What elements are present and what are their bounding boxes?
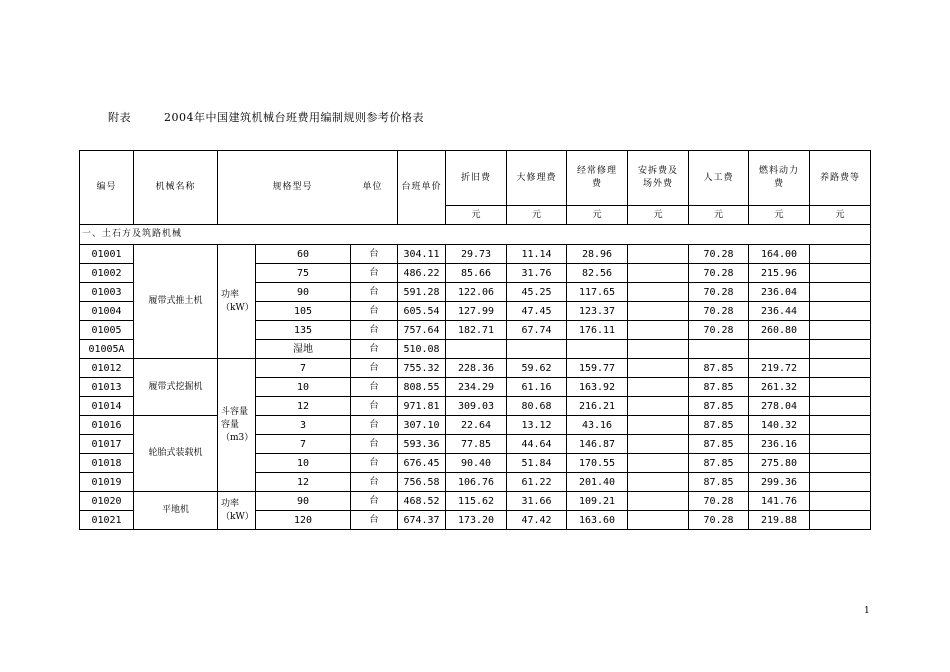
cell-install [628, 321, 689, 340]
cell-overhaul: 47.45 [507, 302, 567, 321]
cell-maintenance: 176.11 [567, 321, 628, 340]
cell-spec: 12 [256, 397, 351, 416]
cell-spec: 90 [256, 492, 351, 511]
cell-install [628, 435, 689, 454]
cell-overhaul: 61.22 [507, 473, 567, 492]
cell-labor: 70.28 [689, 245, 749, 264]
col-header-depreciation: 折旧费 [446, 151, 507, 206]
col-header-labor: 人工费 [689, 151, 749, 206]
cell-fuel: 275.80 [749, 454, 810, 473]
cell-fuel [749, 340, 810, 359]
cell-depreciation: 115.62 [446, 492, 507, 511]
col-header-fuel: 燃料动力 费 [749, 151, 810, 206]
cell-spec: 湿地 [256, 340, 351, 359]
cell-tax [810, 245, 871, 264]
cell-code: 01021 [80, 511, 134, 530]
cell-unit: 台 [351, 435, 398, 454]
cell-depreciation: 122.06 [446, 283, 507, 302]
col-header-tax: 养路费等 [810, 151, 871, 206]
cell-overhaul: 11.14 [507, 245, 567, 264]
cell-labor [689, 340, 749, 359]
cell-depreciation: 106.76 [446, 473, 507, 492]
cell-install [628, 359, 689, 378]
cell-unit: 台 [351, 454, 398, 473]
cell-tax [810, 454, 871, 473]
cell-install [628, 416, 689, 435]
cell-fuel: 215.96 [749, 264, 810, 283]
cell-price: 757.64 [398, 321, 446, 340]
cell-tax [810, 378, 871, 397]
table-row [80, 416, 871, 435]
cell-machine-name: 平地机 [134, 492, 218, 530]
cell-fuel: 141.76 [749, 492, 810, 511]
unit-cell: 元 [628, 206, 689, 225]
cell-fuel: 260.80 [749, 321, 810, 340]
cell-overhaul: 45.25 [507, 283, 567, 302]
cell-depreciation: 309.03 [446, 397, 507, 416]
cell-code: 01002 [80, 264, 134, 283]
cell-price: 591.28 [398, 283, 446, 302]
col-header-install: 安拆费及 场外费 [628, 151, 689, 206]
cell-unit: 台 [351, 321, 398, 340]
cell-machine-name: 轮胎式装载机 [134, 416, 218, 492]
cell-labor: 70.28 [689, 283, 749, 302]
cell-tax [810, 283, 871, 302]
cell-price: 971.81 [398, 397, 446, 416]
cell-code: 01018 [80, 454, 134, 473]
cell-maintenance: 28.96 [567, 245, 628, 264]
cell-install [628, 492, 689, 511]
table-row [80, 359, 871, 378]
cell-price: 304.11 [398, 245, 446, 264]
cell-labor: 87.85 [689, 378, 749, 397]
unit-cell: 元 [567, 206, 628, 225]
cell-maintenance: 216.21 [567, 397, 628, 416]
cell-labor: 87.85 [689, 359, 749, 378]
cell-maintenance: 170.55 [567, 454, 628, 473]
cell-labor: 87.85 [689, 435, 749, 454]
cell-maintenance: 201.40 [567, 473, 628, 492]
cell-code: 01019 [80, 473, 134, 492]
cell-overhaul: 59.62 [507, 359, 567, 378]
cell-machine-name: 履带式挖掘机 [134, 359, 218, 416]
cell-code: 01001 [80, 245, 134, 264]
table-row [80, 245, 871, 264]
page-number: 1 [864, 606, 870, 616]
cell-unit: 台 [351, 359, 398, 378]
unit-cell: 元 [749, 206, 810, 225]
cell-unit: 台 [351, 416, 398, 435]
cell-code: 01003 [80, 283, 134, 302]
col-header-price: 台班单价 [398, 151, 446, 225]
cell-price: 605.54 [398, 302, 446, 321]
cell-install [628, 511, 689, 530]
cell-spec: 120 [256, 511, 351, 530]
cell-depreciation: 234.29 [446, 378, 507, 397]
col-header-name: 机械名称 [134, 151, 218, 225]
cell-maintenance: 159.77 [567, 359, 628, 378]
cell-code: 01017 [80, 435, 134, 454]
cell-code: 01005 [80, 321, 134, 340]
cell-spec: 10 [256, 378, 351, 397]
table-row [80, 492, 871, 511]
cell-price: 756.58 [398, 473, 446, 492]
cell-spec-label: 斗容量 容量 （m3） [218, 359, 256, 492]
cell-unit: 台 [351, 473, 398, 492]
header-row [80, 151, 871, 206]
cell-price: 307.10 [398, 416, 446, 435]
cell-maintenance [567, 340, 628, 359]
cell-unit: 台 [351, 245, 398, 264]
cell-price: 593.36 [398, 435, 446, 454]
cell-spec: 75 [256, 264, 351, 283]
cell-maintenance: 82.56 [567, 264, 628, 283]
cell-tax [810, 435, 871, 454]
title-prefix: 附表 [108, 111, 131, 124]
cell-labor: 70.28 [689, 511, 749, 530]
unit-cell: 元 [446, 206, 507, 225]
cell-overhaul: 31.76 [507, 264, 567, 283]
cell-depreciation: 29.73 [446, 245, 507, 264]
cell-install [628, 245, 689, 264]
cell-spec: 7 [256, 359, 351, 378]
cell-overhaul: 67.74 [507, 321, 567, 340]
col-header-spec-label: 规格型号 [272, 182, 313, 192]
cell-tax [810, 264, 871, 283]
cell-unit: 台 [351, 264, 398, 283]
cell-price: 510.08 [398, 340, 446, 359]
cell-maintenance: 109.21 [567, 492, 628, 511]
cell-spec: 135 [256, 321, 351, 340]
col-header-unit: 单位 [362, 182, 383, 192]
cell-depreciation: 22.64 [446, 416, 507, 435]
unit-cell: 元 [810, 206, 871, 225]
cell-spec-label: 功率 （kW） [218, 492, 256, 530]
section-title: 一、土石方及筑路机械 [80, 225, 871, 245]
cell-spec: 7 [256, 435, 351, 454]
cell-install [628, 378, 689, 397]
cell-code: 01014 [80, 397, 134, 416]
col-header-maintenance: 经常修理 费 [567, 151, 628, 206]
cell-install [628, 340, 689, 359]
cell-install [628, 283, 689, 302]
cell-tax [810, 492, 871, 511]
cell-fuel: 261.32 [749, 378, 810, 397]
cell-labor: 87.85 [689, 416, 749, 435]
col-header-spec [218, 151, 398, 225]
cell-overhaul: 47.42 [507, 511, 567, 530]
cell-depreciation: 85.66 [446, 264, 507, 283]
title-text: 2004年中国建筑机械台班费用编制规则参考价格表 [164, 111, 424, 124]
cell-tax [810, 321, 871, 340]
cell-code: 01004 [80, 302, 134, 321]
cell-fuel: 164.00 [749, 245, 810, 264]
cell-labor: 70.28 [689, 492, 749, 511]
cell-code: 01020 [80, 492, 134, 511]
cell-tax [810, 416, 871, 435]
cell-price: 755.32 [398, 359, 446, 378]
cell-spec: 10 [256, 454, 351, 473]
cell-unit: 台 [351, 340, 398, 359]
cell-depreciation: 173.20 [446, 511, 507, 530]
cell-tax [810, 473, 871, 492]
cell-install [628, 264, 689, 283]
unit-cell: 元 [689, 206, 749, 225]
cell-overhaul [507, 340, 567, 359]
cell-depreciation: 228.36 [446, 359, 507, 378]
cell-unit: 台 [351, 283, 398, 302]
cell-spec: 60 [256, 245, 351, 264]
cell-tax [810, 511, 871, 530]
cell-tax [810, 302, 871, 321]
cell-maintenance: 146.87 [567, 435, 628, 454]
cell-tax [810, 340, 871, 359]
cell-labor: 87.85 [689, 473, 749, 492]
cell-maintenance: 163.60 [567, 511, 628, 530]
cell-depreciation: 127.99 [446, 302, 507, 321]
cell-overhaul: 51.84 [507, 454, 567, 473]
cell-machine-name: 履带式推土机 [134, 245, 218, 359]
cell-install [628, 302, 689, 321]
cell-unit: 台 [351, 511, 398, 530]
cell-install [628, 473, 689, 492]
col-header-code: 编号 [80, 151, 134, 225]
price-table [79, 150, 871, 530]
cell-fuel: 299.36 [749, 473, 810, 492]
cell-code: 01013 [80, 378, 134, 397]
cell-fuel: 140.32 [749, 416, 810, 435]
cell-install [628, 454, 689, 473]
unit-cell: 元 [507, 206, 567, 225]
document-title [108, 109, 424, 125]
cell-price: 468.52 [398, 492, 446, 511]
cell-code: 01016 [80, 416, 134, 435]
cell-depreciation: 90.40 [446, 454, 507, 473]
cell-labor: 87.85 [689, 454, 749, 473]
cell-overhaul: 31.66 [507, 492, 567, 511]
cell-overhaul: 61.16 [507, 378, 567, 397]
cell-unit: 台 [351, 397, 398, 416]
cell-depreciation: 77.85 [446, 435, 507, 454]
cell-overhaul: 13.12 [507, 416, 567, 435]
cell-price: 808.55 [398, 378, 446, 397]
cell-spec: 105 [256, 302, 351, 321]
cell-depreciation: 182.71 [446, 321, 507, 340]
cell-maintenance: 163.92 [567, 378, 628, 397]
cell-code: 01005A [80, 340, 134, 359]
cell-fuel: 236.16 [749, 435, 810, 454]
cell-labor: 70.28 [689, 302, 749, 321]
cell-tax [810, 359, 871, 378]
cell-maintenance: 43.16 [567, 416, 628, 435]
cell-tax [810, 397, 871, 416]
cell-overhaul: 44.64 [507, 435, 567, 454]
cell-fuel: 236.44 [749, 302, 810, 321]
cell-labor: 87.85 [689, 397, 749, 416]
cell-maintenance: 117.65 [567, 283, 628, 302]
cell-code: 01012 [80, 359, 134, 378]
cell-fuel: 219.88 [749, 511, 810, 530]
cell-unit: 台 [351, 492, 398, 511]
col-header-overhaul: 大修理费 [507, 151, 567, 206]
cell-maintenance: 123.37 [567, 302, 628, 321]
cell-spec: 3 [256, 416, 351, 435]
cell-price: 486.22 [398, 264, 446, 283]
cell-fuel: 278.04 [749, 397, 810, 416]
cell-labor: 70.28 [689, 264, 749, 283]
cell-price: 674.37 [398, 511, 446, 530]
cell-fuel: 219.72 [749, 359, 810, 378]
cell-labor: 70.28 [689, 321, 749, 340]
cell-unit: 台 [351, 302, 398, 321]
cell-install [628, 397, 689, 416]
cell-price: 676.45 [398, 454, 446, 473]
cell-spec: 12 [256, 473, 351, 492]
cell-unit: 台 [351, 378, 398, 397]
cell-overhaul: 80.68 [507, 397, 567, 416]
cell-fuel: 236.04 [749, 283, 810, 302]
cell-spec-label: 功率 （kW） [218, 245, 256, 359]
cell-depreciation [446, 340, 507, 359]
cell-spec: 90 [256, 283, 351, 302]
section-row [80, 225, 871, 245]
